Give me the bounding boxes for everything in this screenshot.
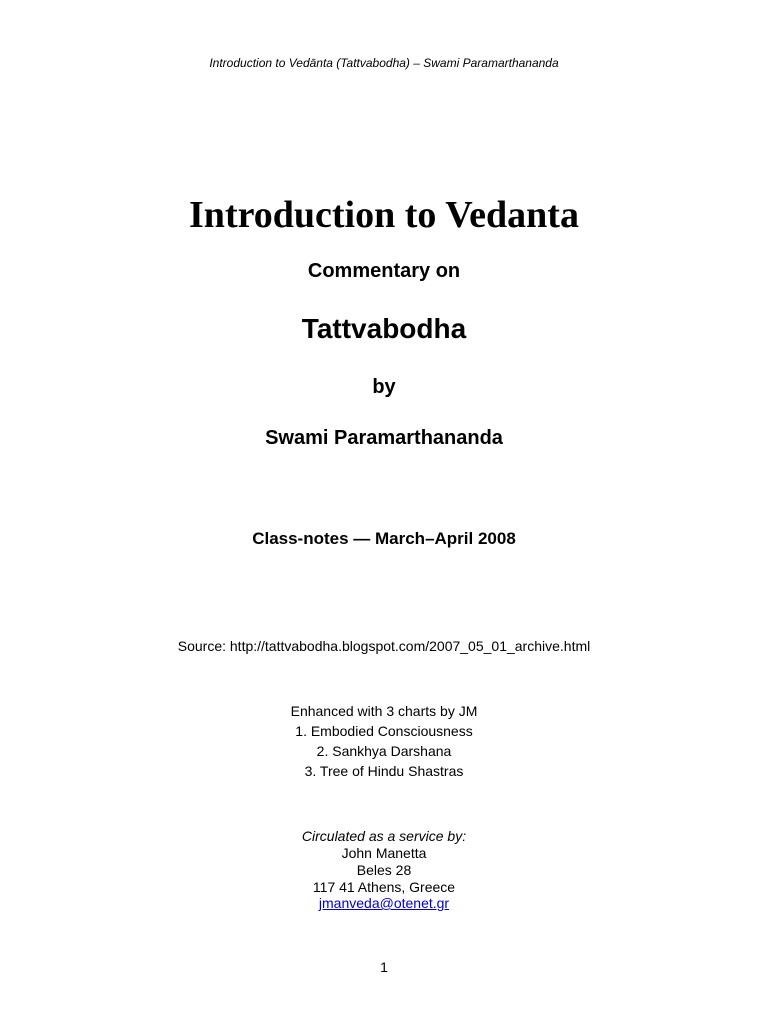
circulation-label: Circulated as a service by: [301,828,467,844]
enhancement-item: 2. Sankhya Darshana [316,743,452,759]
enhancement-item: 1. Embodied Consciousness [295,723,473,739]
by-line: by [372,376,396,398]
running-header: Introduction to Vedānta (Tattvabodha) – Swami Paramarthananda [209,56,559,70]
source-url: Source: http://tattvabodha.blogspot.com/2007_05_01_archive.html [177,638,591,654]
enhancements-intro: Enhanced with 3 charts by JM [290,703,478,719]
page-number: 1 [380,959,388,975]
subtitle-commentary: Commentary on [307,260,461,282]
contact-city: 117 41 Athens, Greece [312,879,456,895]
main-title: Introduction to Vedanta [189,194,579,236]
author-name: Swami Paramarthananda [265,427,503,449]
enhancement-item: 3. Tree of Hindu Shastras [304,763,464,779]
contact-street: Beles 28 [356,862,412,878]
contact-name: John Manetta [341,845,427,861]
class-notes-date: Class-notes — March–April 2008 [252,529,516,548]
contact-email-row [0,895,768,911]
contact-email-link[interactable]: jmanveda@otenet.gr [318,895,450,911]
work-title: Tattvabodha [301,313,467,344]
